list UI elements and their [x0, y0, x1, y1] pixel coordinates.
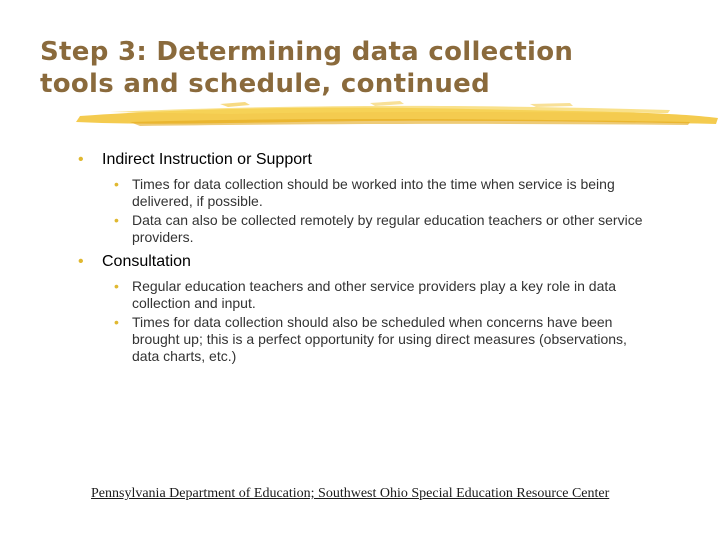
sub-bullet-list	[78, 176, 678, 246]
brush-stroke-divider	[70, 98, 720, 134]
bullet-content	[78, 150, 678, 371]
bullet-dot-icon: •	[114, 278, 119, 294]
bullet-dot-icon: •	[114, 176, 119, 192]
section-consultation	[78, 252, 678, 365]
section-heading: Consultation	[102, 253, 191, 270]
sub-bullet	[78, 278, 652, 312]
sub-bullet-text: Regular education teachers and other service providers play a key role in data collection and input.	[132, 278, 617, 311]
sub-bullet	[78, 212, 652, 246]
slide-title	[40, 36, 680, 100]
sub-bullet-text: Times for data collection should also be scheduled when concerns have been brought up; this is a perfect opportunity for using direct measures (observations, data charts, etc.)	[132, 314, 627, 364]
bullet-dot-icon: •	[78, 151, 84, 168]
footer-source-link[interactable]: Pennsylvania Department of Education; Southwest Ohio Special Education Resource Center	[91, 486, 610, 501]
sub-bullet-list	[78, 278, 678, 365]
section-heading: Indirect Instruction or Support	[102, 151, 312, 168]
title-line-1: Step 3: Determining data collection	[40, 37, 574, 67]
sub-bullet-text: Data can also be collected remotely by regular education teachers or other service providers.	[132, 212, 643, 245]
bullet-level1	[78, 150, 678, 170]
section-indirect-instruction	[78, 150, 678, 246]
bullet-level1	[78, 252, 678, 272]
title-line-2: tools and schedule, continued	[40, 69, 491, 99]
bullet-dot-icon: •	[114, 314, 119, 330]
sub-bullet	[78, 176, 652, 210]
sub-bullet	[78, 314, 652, 365]
sub-bullet-text: Times for data collection should be worked into the time when service is being delivered, if possible.	[132, 176, 615, 209]
bullet-dot-icon: •	[78, 253, 84, 270]
bullet-dot-icon: •	[114, 212, 119, 228]
